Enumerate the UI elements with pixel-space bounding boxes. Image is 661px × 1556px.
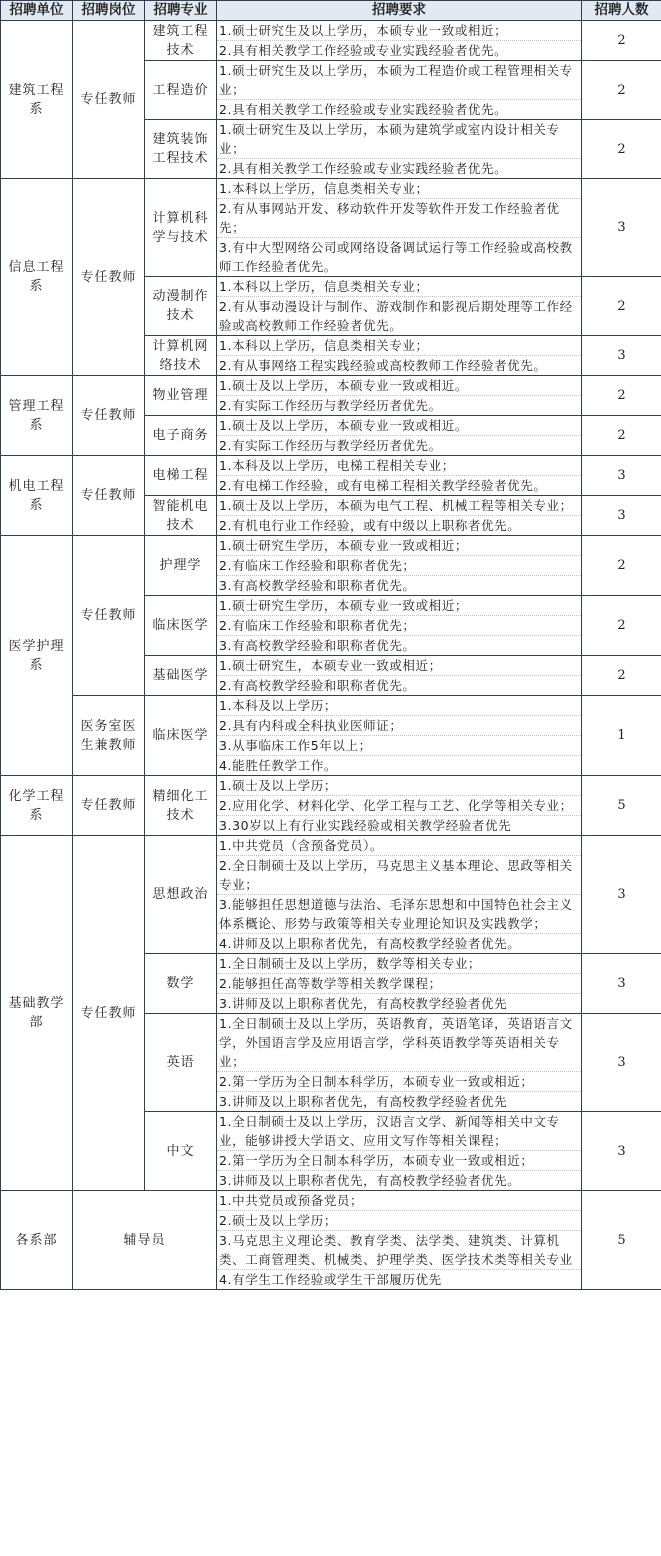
requirement-line: 1.中共党员或预备党员；: [219, 1193, 364, 1208]
requirement-line: 1.本科及以上学历，电梯工程相关专业；: [219, 458, 455, 473]
requirement-line: 3.有中大型网络公司或网络设备调试运行等工作经验或高校教师工作经验者优先。: [217, 237, 581, 276]
table-row: [1, 776, 661, 836]
unit-cell: 各系部: [1, 1191, 73, 1290]
requirement-line: 2.具有相关教学工作经验或专业实践经验者优先。: [217, 40, 581, 60]
major-cell: 中文: [145, 1112, 217, 1191]
table-row: [1, 179, 661, 277]
count-cell: 2: [582, 277, 661, 336]
count-cell: 2: [582, 21, 661, 61]
unit-cell: 建筑工程系: [1, 21, 73, 179]
requirements-cell: [217, 21, 582, 61]
requirement-line: 4.有学生工作经验或学生干部履历优先: [217, 1269, 581, 1289]
requirement-line: 1.本科以上学历，信息类相关专业；: [219, 181, 429, 196]
major-cell: 工程造价: [145, 61, 217, 120]
requirement-line: 2.具有相关教学工作经验或专业实践经验者优先。: [217, 99, 581, 119]
requirement-line: 1.硕士及以上学历，本硕专业一致或相近。: [219, 418, 468, 433]
requirement-line: 2.有机电行业工作经验，或有中级以上职称者优先。: [217, 515, 581, 535]
position-cell: 辅导员: [73, 1191, 217, 1290]
count-cell: 3: [582, 179, 661, 277]
table-row: [1, 21, 661, 61]
unit-cell: 基础教学部: [1, 836, 73, 1191]
requirement-line: 3.讲师及以上职称者优先，有高校教学经验者优先: [217, 1091, 581, 1111]
major-cell: 临床医学: [145, 696, 217, 776]
header-requirements: 招聘要求: [217, 1, 582, 21]
requirement-line: 3.能够担任思想道德与法治、毛泽东思想和中国特色社会主义体系概论、形势与政策等相关专业理论知识及实践教学；: [217, 894, 581, 933]
requirement-line: 3.从事临床工作5年以上；: [217, 735, 581, 755]
count-cell: 2: [582, 376, 661, 416]
table-row: [1, 456, 661, 496]
count-cell: 2: [582, 416, 661, 456]
header-position: 招聘岗位: [73, 1, 145, 21]
header-row: [1, 1, 661, 21]
requirements-cell: [217, 696, 582, 776]
header-major: 招聘专业: [145, 1, 217, 21]
requirement-line: 3.有高校教学经验和职称者优先。: [217, 635, 581, 655]
major-cell: 数学: [145, 954, 217, 1014]
major-cell: 智能机电技术: [145, 496, 217, 536]
requirements-cell: [217, 1112, 582, 1191]
requirement-line: 1.全日制硕士及以上学历，数学等相关专业；: [219, 956, 482, 971]
count-cell: 2: [582, 536, 661, 596]
requirements-cell: [217, 596, 582, 656]
requirement-line: 2.第一学历为全日制本科学历，本硕专业一致或相近；: [217, 1071, 581, 1091]
requirements-cell: [217, 954, 582, 1014]
requirement-line: 1.硕士研究生，本硕专业一致或相近；: [219, 658, 442, 673]
unit-cell: 机电工程系: [1, 456, 73, 536]
requirement-line: 2.有临床工作经验和职称者优先；: [217, 555, 581, 575]
requirements-cell: [217, 376, 582, 416]
position-cell: 专任教师: [73, 376, 145, 456]
requirements-cell: [217, 61, 582, 120]
requirement-line: 1.本科以上学历，信息类相关专业；: [219, 279, 429, 294]
major-cell: 护理学: [145, 536, 217, 596]
requirements-cell: [217, 536, 582, 596]
requirement-line: 3.马克思主义理论类、教育学类、法学类、建筑类、计算机类、工商管理类、机械类、护理学类、医学技术类等相关专业: [217, 1230, 581, 1269]
requirements-cell: [217, 1191, 582, 1290]
requirement-line: 1.硕士研究生及以上学历，本硕专业一致或相近；: [219, 23, 508, 38]
requirement-line: 2.有临床工作经验和职称者优先；: [217, 615, 581, 635]
requirement-line: 2.能够担任高等数学等相关教学课程；: [217, 973, 581, 993]
table-row: [1, 696, 661, 776]
count-cell: 3: [582, 836, 661, 954]
requirements-cell: [217, 336, 582, 376]
requirement-line: 2.有从事网络工程实践经验或高校教师工作经验者优先。: [217, 355, 581, 375]
table-row: [1, 536, 661, 596]
position-cell: 专任教师: [73, 21, 145, 179]
requirements-cell: [217, 1014, 582, 1112]
requirements-cell: [217, 277, 582, 336]
unit-cell: 信息工程系: [1, 179, 73, 376]
major-cell: 思想政治: [145, 836, 217, 954]
requirement-line: 2.全日制硕士及以上学历，马克思主义基本理论、思政等相关专业；: [217, 855, 581, 894]
major-cell: 临床医学: [145, 596, 217, 656]
unit-cell: 医学护理系: [1, 536, 73, 776]
header-count: 招聘人数: [582, 1, 661, 21]
count-cell: 3: [582, 1014, 661, 1112]
requirements-cell: [217, 776, 582, 836]
requirement-line: 3.30岁以上有行业实践经验或相关教学经验者优先: [217, 815, 581, 835]
requirement-line: 4.讲师及以上职称者优先，有高校教学经验者优先。: [217, 933, 581, 953]
requirement-line: 2.硕士及以上学历；: [217, 1210, 581, 1230]
requirement-line: 3.有高校教学经验和职称者优先。: [217, 575, 581, 595]
major-cell: 计算机网络技术: [145, 336, 217, 376]
count-cell: 3: [582, 954, 661, 1014]
major-cell: 基础医学: [145, 656, 217, 696]
requirement-line: 2.有实际工作经历与教学经历者优先。: [217, 435, 581, 455]
requirement-line: 1.硕士及以上学历，本硕为电气工程、机械工程等相关专业；: [219, 498, 573, 513]
count-cell: 5: [582, 776, 661, 836]
count-cell: 3: [582, 336, 661, 376]
requirement-line: 4.能胜任教学工作。: [217, 755, 581, 775]
requirements-cell: [217, 179, 582, 277]
requirement-line: 2.有实际工作经历与教学经历者优先。: [217, 395, 581, 415]
position-cell: 专任教师: [73, 179, 145, 376]
position-cell: 专任教师: [73, 536, 145, 696]
requirements-cell: [217, 656, 582, 696]
requirement-line: 1.硕士研究生学历，本硕专业一致或相近；: [219, 538, 468, 553]
requirement-line: 1.硕士研究生学历，本硕专业一致或相近；: [219, 598, 468, 613]
requirement-line: 1.硕士及以上学历，本硕专业一致或相近。: [219, 378, 468, 393]
table-row: [1, 836, 661, 954]
position-cell: 专任教师: [73, 776, 145, 836]
requirements-cell: [217, 120, 582, 179]
header-unit: 招聘单位: [1, 1, 73, 21]
requirement-line: 1.硕士研究生及以上学历，本硕为建筑学或室内设计相关专业；: [219, 122, 560, 156]
table-body: [1, 21, 661, 1290]
count-cell: 2: [582, 61, 661, 120]
requirement-line: 1.全日制硕士及以上学历，英语教育，英语笔译，英语语言文学，外国语言学及应用语言学，学科英语教学等英语相关专业；: [219, 1016, 573, 1069]
requirements-cell: [217, 836, 582, 954]
requirement-line: 2.具有相关教学工作经验或专业实践经验者优先。: [217, 158, 581, 178]
requirement-line: 1.硕士研究生及以上学历，本硕为工程造价或工程管理相关专业；: [219, 63, 573, 97]
table-row: [1, 1191, 661, 1290]
requirement-line: 1.全日制硕士及以上学历，汉语言文学、新闻等相关中文专业，能够讲授大学语文、应用文写作等相关课程；: [219, 1114, 560, 1148]
position-cell: 专任教师: [73, 456, 145, 536]
requirement-line: 2.有从事动漫设计与制作、游戏制作和影视后期处理等工作经验或高校教师工作经验者优先。: [217, 296, 581, 335]
requirement-line: 2.有电梯工作经验，或有电梯工程相关教学经验者优先。: [217, 475, 581, 495]
count-cell: 3: [582, 1112, 661, 1191]
count-cell: 2: [582, 656, 661, 696]
major-cell: 英语: [145, 1014, 217, 1112]
major-cell: 物业管理: [145, 376, 217, 416]
requirements-cell: [217, 456, 582, 496]
major-cell: 动漫制作技术: [145, 277, 217, 336]
major-cell: 建筑工程技术: [145, 21, 217, 61]
requirement-line: 2.有从事网站开发、移动软件开发等软件开发工作经验者优先；: [217, 198, 581, 237]
requirement-line: 3.讲师及以上职称者优先，有高校教学经验者优先: [217, 993, 581, 1013]
requirement-line: 1.本科以上学历，信息类相关专业；: [219, 338, 429, 353]
major-cell: 建筑装饰工程技术: [145, 120, 217, 179]
position-cell: 医务室医生兼教师: [73, 696, 145, 776]
count-cell: 3: [582, 496, 661, 536]
position-cell: 专任教师: [73, 836, 145, 1191]
requirement-line: 2.第一学历为全日制本科学历，本硕专业一致或相近；: [217, 1150, 581, 1170]
requirements-cell: [217, 496, 582, 536]
major-cell: 电梯工程: [145, 456, 217, 496]
requirement-line: 1.本科及以上学历；: [219, 698, 337, 713]
requirement-line: 1.硕士及以上学历；: [219, 778, 337, 793]
requirements-cell: [217, 416, 582, 456]
unit-cell: 化学工程系: [1, 776, 73, 836]
requirement-line: 3.讲师及以上职称者优先，有高校教学经验者优先。: [217, 1170, 581, 1190]
major-cell: 计算机科学与技术: [145, 179, 217, 277]
count-cell: 5: [582, 1191, 661, 1290]
major-cell: 电子商务: [145, 416, 217, 456]
requirement-line: 2.应用化学、材料化学、化学工程与工艺、化学等相关专业；: [217, 795, 581, 815]
requirement-line: 2.有高校教学经验和职称者优先。: [217, 675, 581, 695]
table-row: [1, 376, 661, 416]
count-cell: 3: [582, 456, 661, 496]
major-cell: 精细化工技术: [145, 776, 217, 836]
requirement-line: 1.中共党员（含预备党员）。: [219, 838, 384, 853]
count-cell: 1: [582, 696, 661, 776]
unit-cell: 管理工程系: [1, 376, 73, 456]
requirement-line: 2.具有内科或全科执业医师证；: [217, 715, 581, 735]
count-cell: 2: [582, 596, 661, 656]
count-cell: 2: [582, 120, 661, 179]
